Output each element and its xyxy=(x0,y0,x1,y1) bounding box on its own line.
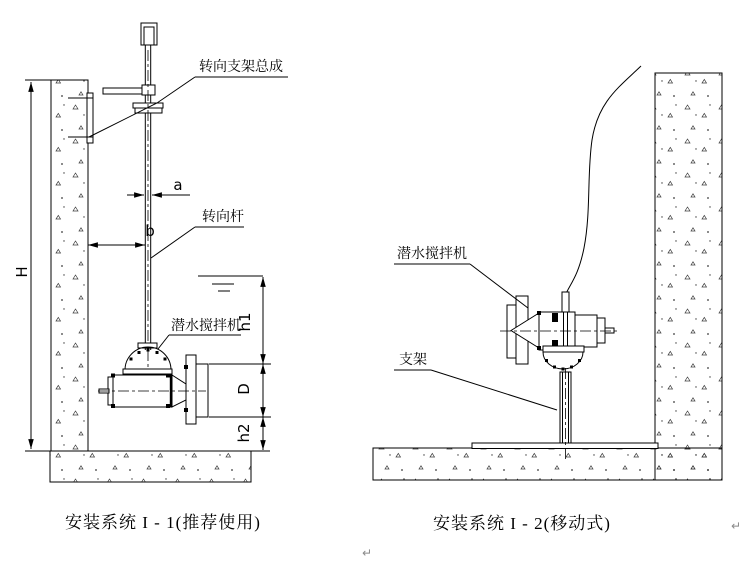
dim-label-h2: h2 xyxy=(235,423,253,443)
dim-label-h1: h1 xyxy=(236,312,254,332)
power-cable xyxy=(565,66,641,296)
right-motor-shaft xyxy=(605,328,614,333)
water-surface-symbol xyxy=(198,276,263,291)
right-floor xyxy=(373,448,722,480)
right-caption: 安装系统 I - 2(移动式) xyxy=(433,514,611,533)
rod-collar xyxy=(142,85,155,95)
right-wall xyxy=(655,73,722,480)
label-stand-leader xyxy=(431,370,557,410)
paragraph-return-mark: ↵ xyxy=(362,546,373,560)
dim-label-H: H xyxy=(13,266,31,278)
label-steering-bracket-assembly: 转向支架总成 xyxy=(199,60,283,75)
left-drawing-system-1 xyxy=(13,23,288,532)
left-floor xyxy=(50,451,251,482)
rod-top-cap-inner xyxy=(144,27,154,45)
right-drawing-system-2 xyxy=(373,66,722,533)
cable-gland xyxy=(562,292,569,312)
propeller-blade xyxy=(196,364,208,417)
right-mixer xyxy=(500,292,617,371)
left-caption: 安装系统 I - 1(推荐使用) xyxy=(65,513,261,532)
label-left-mixer-leader xyxy=(158,335,169,349)
label-stand: 支架 xyxy=(399,353,427,368)
dim-label-D: D xyxy=(235,383,253,395)
right-dome-clamp-arc xyxy=(543,352,583,369)
stand-base-plate xyxy=(472,443,658,449)
right-dome-plate xyxy=(543,346,584,352)
label-steering-rod-leader xyxy=(151,227,195,258)
right-motor-end-cap xyxy=(597,318,605,343)
label-right-mixer: 潜水搅拌机 xyxy=(397,247,467,262)
dome-base-plate xyxy=(123,369,172,374)
left-mixer xyxy=(98,343,208,424)
label-left-mixer: 潜水搅拌机 xyxy=(171,319,241,334)
bracket-arm xyxy=(103,88,142,94)
paragraph-return-mark: ↵ xyxy=(731,519,742,533)
left-wall xyxy=(51,80,88,451)
dim-label-b: b xyxy=(145,222,155,240)
label-right-mixer-leader xyxy=(470,264,528,308)
dim-label-a: a xyxy=(173,176,183,194)
label-steering-rod: 转向杆 xyxy=(202,210,244,225)
